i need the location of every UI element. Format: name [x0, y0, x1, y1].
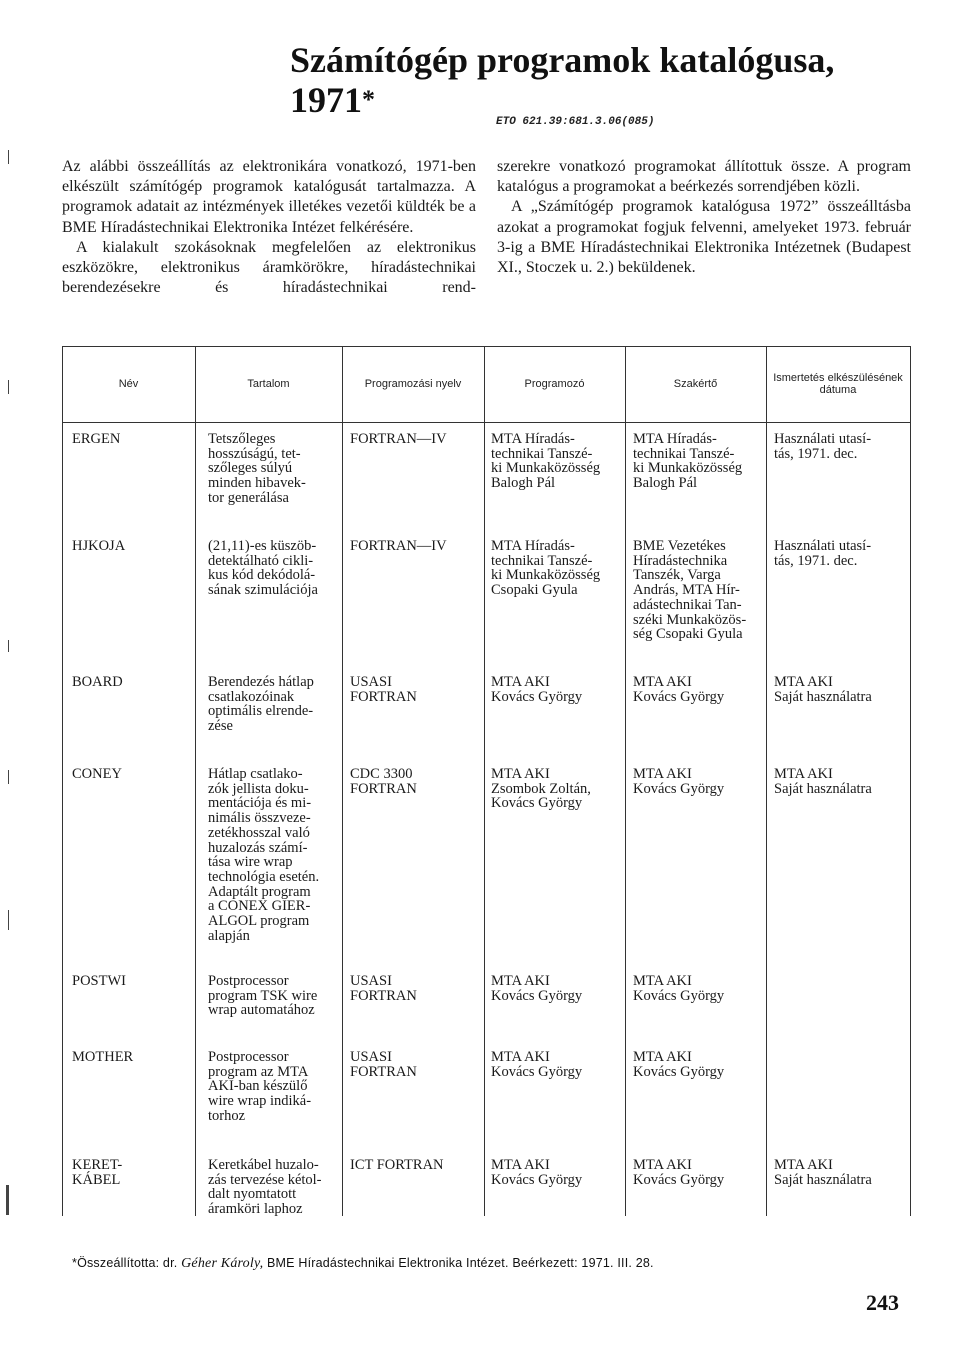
table-cell: CDC 3300 FORTRAN: [350, 766, 417, 797]
table-cell: POSTWI: [72, 973, 126, 989]
table-cell: FORTRAN—IV: [350, 431, 447, 447]
table-cell: BME Vezetékes Híradástechnika Tanszék, Varga András, MTA Hír- adástechnikai Tan- széki Munkaközös- ség Csopaki Gyula: [633, 538, 747, 643]
scan-mark: [8, 640, 9, 652]
table-cell: MTA AKI Saját használatra: [774, 1157, 872, 1188]
title-line-2: [290, 80, 910, 120]
title-year: 1971: [290, 80, 362, 120]
scan-mark: [8, 380, 9, 394]
table-column-rule: [625, 346, 626, 1216]
intro-left-para-2: A kialakult szokásoknak megfelelően az elektronikus eszközökre, elektronikus áramkörökre, híradástechnikai berendezésekre és híradástechnikai rend-: [62, 238, 476, 297]
title-footnote-mark: *: [362, 85, 375, 114]
column-header-language: Programozási nyelv: [364, 378, 462, 390]
table-cell: ERGEN: [72, 431, 121, 447]
scan-mark: [6, 1185, 9, 1215]
table-cell: MTA AKI Kovács György: [633, 973, 725, 1004]
table-cell: KERET- KÁBEL: [72, 1157, 123, 1188]
table-cell: BOARD: [72, 674, 123, 690]
intro-right-para-1: szerekre vonatkozó programokat állítottuk össze. A program katalógus a programokat a beérkezés sorrendjében közli.: [497, 158, 911, 196]
table-cell: USASI FORTRAN: [350, 973, 417, 1004]
footnote: [72, 1256, 912, 1272]
table-column-rule: [342, 346, 343, 1216]
table-cell: MTA AKI Kovács György: [633, 674, 725, 705]
footnote-author: Géher Károly,: [181, 1256, 264, 1271]
table-cell: MOTHER: [72, 1049, 134, 1065]
table-cell: MTA AKI Saját használatra: [774, 674, 872, 705]
table-cell: MTA AKI Kovács György: [491, 1049, 583, 1080]
table-cell: Használati utasí- tás, 1971. dec.: [774, 538, 872, 569]
table-cell: MTA AKI Kovács György: [633, 766, 725, 797]
table-column-rule: [195, 346, 196, 1216]
title-line-1: Számítógép programok katalógusa,: [290, 40, 835, 80]
intro-left-para-1: Az alábbi összeállítás az elektronikára vonatkozó, 1971-ben elkészült számítógép programok katalógusát tartalmazza. A programok adatait az intézmények illetékes vezetői küldték be a BME Híradástechnikai Elektronika Intézet felkérésére.: [62, 158, 476, 236]
column-header-name: Név: [118, 378, 139, 390]
page-number: 243: [866, 1290, 899, 1315]
column-header-expert: Szakértő: [673, 378, 718, 390]
table-cell: HJKOJA: [72, 538, 126, 554]
table-cell: MTA AKI Kovács György: [491, 1157, 583, 1188]
scan-mark: [8, 910, 9, 930]
table-column-rule: [62, 346, 63, 1216]
table-cell: USASI FORTRAN: [350, 1049, 417, 1080]
table-cell: CONEY: [72, 766, 122, 782]
table-cell: MTA AKI Kovács György: [633, 1049, 725, 1080]
table-cell: MTA AKI Saját használatra: [774, 766, 872, 797]
table-cell: FORTRAN—IV: [350, 538, 447, 554]
column-header-content: Tartalom: [247, 378, 290, 390]
article-title: [290, 40, 910, 120]
scan-mark: [8, 150, 9, 164]
intro-right-column: [497, 157, 911, 278]
table-column-rule: [484, 346, 485, 1216]
table-cell: Postprocessor program TSK wire wrap automatához: [208, 973, 318, 1019]
table-cell: MTA Híradás- technikai Tanszé- ki Munkaközösség Csopaki Gyula: [491, 538, 601, 599]
table-cell: Postprocessor program az MTA AKI-ban készülő wire wrap indiká- torhoz: [208, 1049, 312, 1124]
column-header-date: Ismertetés elkészülésének dátuma: [773, 372, 903, 396]
column-header-programmer: Programozó: [524, 378, 585, 390]
table-cell: ICT FORTRAN: [350, 1157, 444, 1173]
table-cell: USASI FORTRAN: [350, 674, 417, 705]
udc-classification: ETO 621.39:681.3.06(085): [496, 116, 655, 128]
footnote-rest: BME Híradástechnikai Elektronika Intézet. Beérkezett: 1971. III. 28.: [267, 1256, 654, 1270]
table-top-rule: [62, 346, 911, 347]
table-cell: Keretkábel huzalo- zás tervezése kétol- dalt nyomtatott áramköri laphoz: [208, 1157, 322, 1218]
table-cell: Hátlap csatlako- zók jellista doku- mentációja és mi- nimális összveze- zetékhosszal való huzalozás számí- tása wire wrap technológia esetén. Adaptált program a CONEX GIER- ALGOL program alapján: [208, 766, 320, 944]
table-cell: MTA AKI Kovács György: [633, 1157, 725, 1188]
table-cell: (21,11)-es küszöb- detektálható cikli- kus kód dekódolá- sának szimulációja: [208, 538, 318, 599]
table-cell: MTA Híradás- technikai Tanszé- ki Munkaközösség Balogh Pál: [491, 431, 601, 492]
table-cell: MTA AKI Zsombok Zoltán, Kovács György: [491, 766, 591, 812]
table-cell: MTA Híradás- technikai Tanszé- ki Munkaközösség Balogh Pál: [633, 431, 743, 492]
table-cell: MTA AKI Kovács György: [491, 973, 583, 1004]
intro-right-para-2: A „Számítógép programok katalógusa 1972” összeálltásba azokat a programokat fogjuk felvenni, amelyeket 1973. február 3-ig a BME Híradástechnikai Elektronika Intézetnek (Budapest XI., Stoczek u. 2.) beküldenek.: [497, 198, 911, 277]
table-column-rule: [910, 346, 911, 1216]
intro-left-column: [62, 157, 476, 298]
scan-mark: [8, 770, 9, 784]
table-column-rule: [766, 346, 767, 1216]
program-catalog-table: [62, 346, 911, 1216]
table-cell: MTA AKI Kovács György: [491, 674, 583, 705]
table-cell: Tetszőleges hosszúságú, tet- szőleges súlyú minden hibavek- tor generálása: [208, 431, 306, 506]
footnote-lead: *Összeállította: dr.: [72, 1256, 178, 1270]
table-header-rule: [62, 422, 911, 423]
table-cell: Használati utasí- tás, 1971. dec.: [774, 431, 872, 462]
table-cell: Berendezés hátlap csatlakozóinak optimális elrende- zése: [208, 674, 314, 735]
